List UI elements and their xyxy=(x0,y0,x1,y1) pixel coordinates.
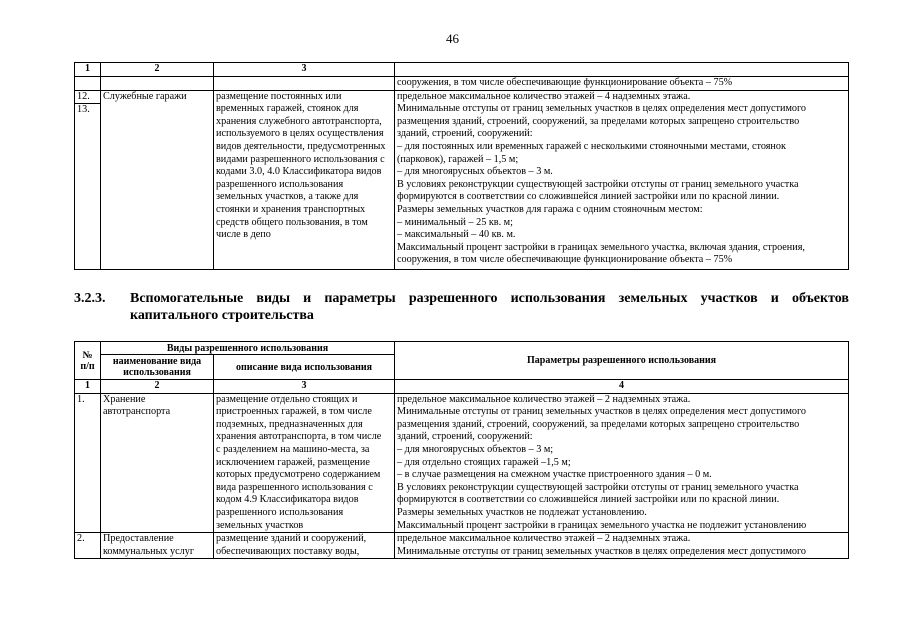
use-type-parameters: предельное максимальное количество этажей – 4 надземных этажа. Минимальные отступы от границ земельных участков в целях определения мест допустимого размещения зданий, строений, сооружений, за пределами которых запрещено строительство зданий, строений, сооружений: – для постоянных или временных гаражей с несколькими стояночными местами, стоянок (парковок), гаражей – 1,5 м; – для многоярусных объектов – 3 м. В условиях реконструкции существующей застройки отступы от границ земельного участка формируются в соответствии со сложившейся линией застройки или по красной линии. Размеры земельных участков для гаража с одним стояночным местом: – минимальный – 25 кв. м; – максимальный – 40 кв. м. Максимальный процент застройки в границах земельного участка, включая здания, строения, сооружения, в том числе обеспечивающие функционирование объекта – 75% xyxy=(395,90,849,269)
use-type-description: размещение отдельно стоящих и пристроенных гаражей, в том числе подземных, предназначенных для хранения автотранспорта, в том числе с разделением на машино-места, за исключением гаражей, размещение которых предусмотрено содержанием вида разрешенного использования с кодом 4.9 Классификатора видов разрешенного использования земельных участков xyxy=(214,393,395,533)
row-number: 1. xyxy=(75,393,101,533)
table-row xyxy=(75,90,849,269)
header-types-group: Виды разрешенного использования xyxy=(101,342,395,355)
header-number: № п/п xyxy=(75,342,101,380)
column-number-row xyxy=(75,63,849,77)
use-type-parameters: предельное максимальное количество этажей – 2 надземных этажа. Минимальные отступы от границ земельных участков в целях определения мест допустимого xyxy=(395,533,849,559)
col-number-2: 2 xyxy=(101,380,214,394)
use-type-name: Хранение автотранспорта xyxy=(101,393,214,533)
header-name: наименование вида использования xyxy=(101,355,214,380)
section-title-line1: Вспомогательные виды и параметры разрешенного использования земельных участков и объектов xyxy=(130,291,849,306)
row-number-12: 12. xyxy=(75,91,100,104)
section-heading xyxy=(74,290,849,324)
zoning-table-continued xyxy=(74,62,849,270)
section-title-line2: капитального строительства xyxy=(130,308,314,323)
page-number: 46 xyxy=(446,31,459,46)
auxiliary-uses-table xyxy=(74,341,849,559)
table-row xyxy=(75,533,849,559)
column-number-row xyxy=(75,380,849,394)
section-number: 3.2.3. xyxy=(74,291,106,306)
col-number-1: 1 xyxy=(75,63,101,77)
use-type-parameters: предельное максимальное количество этажей – 2 надземных этажа. Минимальные отступы от границ земельных участков в целях определения мест допустимого размещения зданий, строений, сооружений, за пределами которых запрещено строительство зданий, строений, сооружений: – для многоярусных объектов – 3 м; – для отдельно стоящих гаражей –1,5 м; – в случае размещения на смежном участке пристроенного здания – 0 м. В условиях реконструкции существующей застройки отступы от границ земельного участка формируются в соответствии со сложившейся линией застройки или по красной линии. Размеры земельных участков не подлежат установлению. Максимальный процент застройки в границах земельного участка не подлежит установлению xyxy=(395,393,849,533)
continuation-text: сооружения, в том числе обеспечивающие функционирование объекта – 75% xyxy=(395,76,849,90)
col-number-1: 1 xyxy=(75,380,101,394)
row-number-cell xyxy=(75,90,101,269)
col-number-3: 3 xyxy=(214,380,395,394)
col-number-2: 2 xyxy=(101,63,214,77)
continuation-row xyxy=(75,76,849,90)
use-type-name: Служебные гаражи xyxy=(101,90,214,269)
use-type-description: размещение зданий и сооружений, обеспечивающих поставку воды, xyxy=(214,533,395,559)
col-number-4: 4 xyxy=(395,380,849,394)
header-parameters: Параметры разрешенного использования xyxy=(395,342,849,380)
header-row-1 xyxy=(75,342,849,355)
col-number-3: 3 xyxy=(214,63,395,77)
use-type-description: размещение постоянных или временных гаражей, стоянок для хранения служебного автотранспорта, используемого в целях осуществления видов деятельности, предусмотренных видами разрешенного использования с кодами 3.0, 4.0 Классификатора видов разрешенного использования земельных участков, а также для стоянки и хранения транспортных средств общего пользования, в том числе в депо xyxy=(214,90,395,269)
use-type-name: Предоставление коммунальных услуг xyxy=(101,533,214,559)
col-number-4 xyxy=(395,63,849,77)
row-number: 2. xyxy=(75,533,101,559)
table-row xyxy=(75,393,849,533)
header-description: описание вида использования xyxy=(214,355,395,380)
row-number-13: 13. xyxy=(77,103,90,115)
